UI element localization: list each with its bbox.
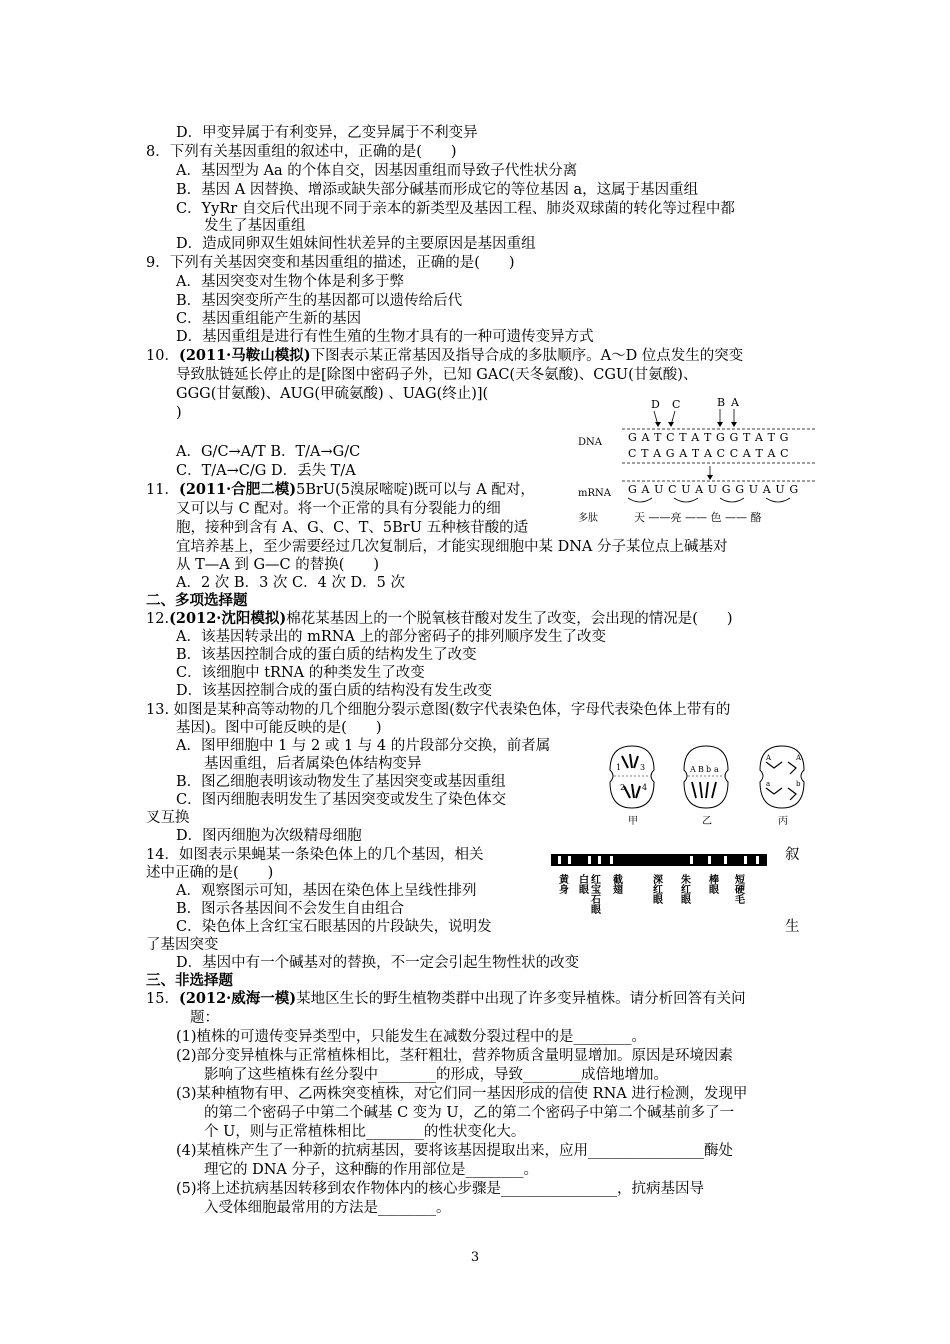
q10-line-2: 导致肽链延长停止的是[除图中密码子外，已知 GAC(天冬氨酸)、CGU(甘氨酸)、 <box>176 367 698 383</box>
svg-text:b: b <box>796 780 801 788</box>
q10-text: 下图表示某正常基因及指导合成的多肽顺序。A～D 位点发生的突变 <box>310 348 744 364</box>
q15-line-2: 题： <box>190 1010 219 1026</box>
q11-line-2: 又可以与 C 配对。将一个正常的具有分裂能力的细 <box>176 501 501 517</box>
gene-huangshen: 黄身 <box>556 874 568 894</box>
page-number: 3 <box>470 1250 480 1265</box>
position-a-label: A <box>731 396 739 409</box>
gene-duanyingmao: 短硬毛 <box>732 874 744 904</box>
q13-line-1: 13. 如图是某种高等动物的几个细胞分裂示意图(数字代表染色体，字母代表染色体上带有的 <box>146 702 731 718</box>
q10-line-3: GGG(甘氨酸)、AUG(甲硫氨酸) 、UAG(终止)]( <box>176 386 489 402</box>
gene-bangyan: 棒眼 <box>706 874 718 894</box>
svg-text:1: 1 <box>616 763 622 772</box>
q14-option-c-end: 生 <box>785 919 800 935</box>
cell-bing <box>760 746 804 808</box>
q14-option-b: B．图示各基因间不会发生自由组合 <box>176 901 405 917</box>
q14-option-c: C．染色体上含红宝石眼基因的片段缺失，说明发 <box>176 919 492 935</box>
svg-text:a: a <box>714 765 719 774</box>
q11-line-1 <box>146 481 535 499</box>
svg-text:A: A <box>766 754 772 762</box>
q14-option-c-cont: 了基因突变 <box>146 937 219 953</box>
q14-option-d: D．基因中有一个碱基对的替换，不一定会引起生物性状的改变 <box>176 955 580 971</box>
q8-stem: 8．下列有关基因重组的叙述中，正确的是( ) <box>146 144 457 160</box>
q10-line-4: ) <box>176 405 182 421</box>
q9-option-b: B．基因突变所产生的基因都可以遗传给后代 <box>176 293 463 309</box>
q12-source: (2012·沈阳模拟) <box>169 610 287 627</box>
q8-option-c: C．YyRr 自交后代出现不同于亲本的新类型及基因工程、肺炎双球菌的转化等过程中都 <box>176 201 735 217</box>
cell-division-figure <box>600 742 830 828</box>
cell-yi <box>684 746 728 808</box>
svg-text:2: 2 <box>620 783 626 792</box>
q11-line-5: 从 T—A 到 G—C 的替换( ) <box>176 557 380 573</box>
q13-option-b: B．图乙细胞表明该动物发生了基因突变或基因重组 <box>176 774 506 790</box>
q15-part-2-cont: 影响了这些植株有丝分裂中________的形成，导致________成倍地增加。 <box>204 1067 668 1083</box>
q10-number: 10． <box>146 348 179 364</box>
mrna-strand: G A U C U A U G G U A U G <box>628 483 799 496</box>
q8-option-d: D．造成同卵双生姐妹间性状差异的主要原因是基因重组 <box>176 236 536 252</box>
peptide-sequence: 天 ——亮 —— 色 —— 酪 <box>634 511 762 524</box>
cell-label-bing: 丙 <box>778 816 788 827</box>
q7-option-d: D．甲变异属于有利变异，乙变异属于不利变异 <box>176 125 478 141</box>
q11-line-3: 胞，接种到含有 A、G、C、T、5BrU 五种核苷酸的适 <box>176 520 529 536</box>
svg-text:3: 3 <box>640 763 646 772</box>
gene-shenhongyan: 深红眼 <box>650 874 662 904</box>
q15-part-4-cont: 理它的 DNA 分子，这种酶的作用部位是________。 <box>204 1162 539 1178</box>
q11-source: (2011·合肥二模) <box>178 481 297 498</box>
q13-option-a-cont: 基因重组，后者属染色体结构变异 <box>204 756 422 772</box>
mrna-label: mRNA <box>578 488 611 499</box>
q12-option-c: C．该细胞中 tRNA 的种类发生了改变 <box>176 665 425 681</box>
q8-option-a: A．基因型为 Aa 的个体自交，因基因重组而导致子代性状分离 <box>176 163 578 179</box>
q14-line-2: 述中正确的是( ) <box>146 865 274 881</box>
svg-text:b: b <box>706 765 712 774</box>
dna-mrna-figure <box>570 392 830 532</box>
q10-line-1 <box>146 347 743 365</box>
position-c-label: C <box>672 398 681 411</box>
q13-option-d: D．图丙细胞为次级精母细胞 <box>176 828 362 844</box>
q10-options-ab: A．G/C→A/T B．T/A→G/C <box>176 444 361 460</box>
q9-option-a: A．基因突变对生物个体是利多于弊 <box>176 274 404 290</box>
q15-part-5: (5)将上述抗病基因转移到农作物体内的核心步骤是________________，抗病基因导 <box>176 1181 705 1197</box>
q15-line-1 <box>146 990 746 1008</box>
dna-bottom-strand: C T A G A T A C C A T A C <box>628 447 790 460</box>
q9-stem: 9．下列有关基因突变和基因重组的描述，正确的是( ) <box>146 255 515 271</box>
q15-number: 15． <box>146 991 179 1007</box>
section-2-heading: 二、多项选择题 <box>146 592 248 609</box>
q15-part-5-cont: 入受体细胞最常用的方法是________。 <box>204 1200 451 1216</box>
q15-part-1: (1)植株的可遗传变异类型中，只能发生在减数分裂过程中的是________。 <box>176 1029 647 1045</box>
q11-line-4: 宜培养基上，至少需要经过几次复制后，才能实现细胞中某 DNA 分子某位点上碱基对 <box>176 539 728 555</box>
q15-part-3-cont-2: 个 U，则与正常植株相比________的性状变化大。 <box>204 1124 526 1140</box>
q11-options: A．2 次 B．3 次 C．4 次 D．5 次 <box>176 575 406 591</box>
q15-part-3-cont-1: 的第二个密码子中第二个碱基 C 变为 U，乙的第二个密码子中第二个碱基前多了一 <box>204 1105 735 1121</box>
q11-text: 5BrU(5溴尿嘧啶)既可以与 A 配对， <box>296 482 535 498</box>
gene-zhuhongyan: 朱红眼 <box>678 874 690 904</box>
q11-number: 11． <box>146 482 179 498</box>
chromosome-figure <box>548 852 770 924</box>
q15-part-3: (3)某种植物有甲、乙两株突变植株，对它们同一基因形成的信使 RNA 进行检测，发现甲 <box>176 1086 748 1102</box>
q13-option-c-cont: 叉互换 <box>146 810 190 826</box>
cell-label-yi: 乙 <box>702 816 712 827</box>
peptide-label: 多肽 <box>578 513 598 524</box>
q9-option-c: C．基因重组能产生新的基因 <box>176 311 362 327</box>
gene-hongbaoshiyan: 红宝石眼 <box>588 874 600 914</box>
cell-label-jia: 甲 <box>628 816 638 827</box>
q12-text: 棉花某基因上的一个脱氧核苷酸对发生了改变，会出现的情况是( ) <box>286 611 733 627</box>
q12-number: 12. <box>146 611 170 627</box>
q14-option-a: A．观察图示可知，基因在染色体上呈线性排列 <box>176 883 477 899</box>
dna-top-strand: G A T C T A T G G T A T G <box>628 431 790 444</box>
q15-source: (2012·威海一模) <box>178 990 297 1007</box>
q12-option-b: B．该基因控制合成的蛋白质的结构发生了改变 <box>176 647 477 663</box>
q9-option-d: D．基因重组是进行有性生殖的生物才具有的一种可遗传变异方式 <box>176 329 594 345</box>
q10-source: (2011·马鞍山模拟) <box>178 347 311 364</box>
gene-baiyan: 白眼 <box>576 874 588 894</box>
q13-option-c: C．图丙细胞表明发生了基因突变或发生了染色体交 <box>176 792 507 808</box>
svg-text:A: A <box>690 765 696 774</box>
q12-stem <box>146 610 733 628</box>
q13-line-2: 基因)。图中可能反映的是( ) <box>176 720 382 736</box>
position-b-label: B <box>717 396 726 409</box>
section-3-heading: 三、非选择题 <box>146 972 233 989</box>
q14-line-1: 14．如图表示果蝇某一条染色体上的几个基因，相关 <box>146 847 484 863</box>
svg-text:a: a <box>766 780 771 788</box>
cell-jia <box>610 746 654 808</box>
q13-option-a: A．图甲细胞中 1 与 2 或 1 与 4 的片段部分交换，前者属 <box>176 738 551 754</box>
q8-option-c-cont: 发生了基因重组 <box>204 218 306 234</box>
q15-part-2: (2)部分变异植株与正常植株相比，茎秆粗壮，营养物质含量明显增加。原因是环境因素 <box>176 1048 734 1064</box>
dna-label: DNA <box>578 437 602 448</box>
q15-text: 某地区生长的野生植物类群中出现了许多变异植株。请分析回答有关问 <box>296 991 746 1007</box>
svg-text:A: A <box>796 754 802 762</box>
q12-option-d: D．该基因控制合成的蛋白质的结构没有发生改变 <box>176 683 493 699</box>
svg-text:B: B <box>698 765 704 774</box>
q12-option-a: A．该基因转录出的 mRNA 上的部分密码子的排列顺序发生了改变 <box>176 629 607 645</box>
position-d-label: D <box>651 398 660 411</box>
q14-line-1-end: 叙 <box>785 847 800 863</box>
gene-jiechi: 截翅 <box>610 874 622 894</box>
svg-text:4: 4 <box>642 783 648 792</box>
q10-options-cd: C．T/A→C/G D．丢失 T/A <box>176 463 356 479</box>
q15-part-4: (4)某植株产生了一种新的抗病基因，要将该基因提取出来，应用________________酶处 <box>176 1143 734 1159</box>
q8-option-b: B．基因 A 因替换、增添或缺失部分碱基而形成它的等位基因 a，这属于基因重组 <box>176 182 699 198</box>
